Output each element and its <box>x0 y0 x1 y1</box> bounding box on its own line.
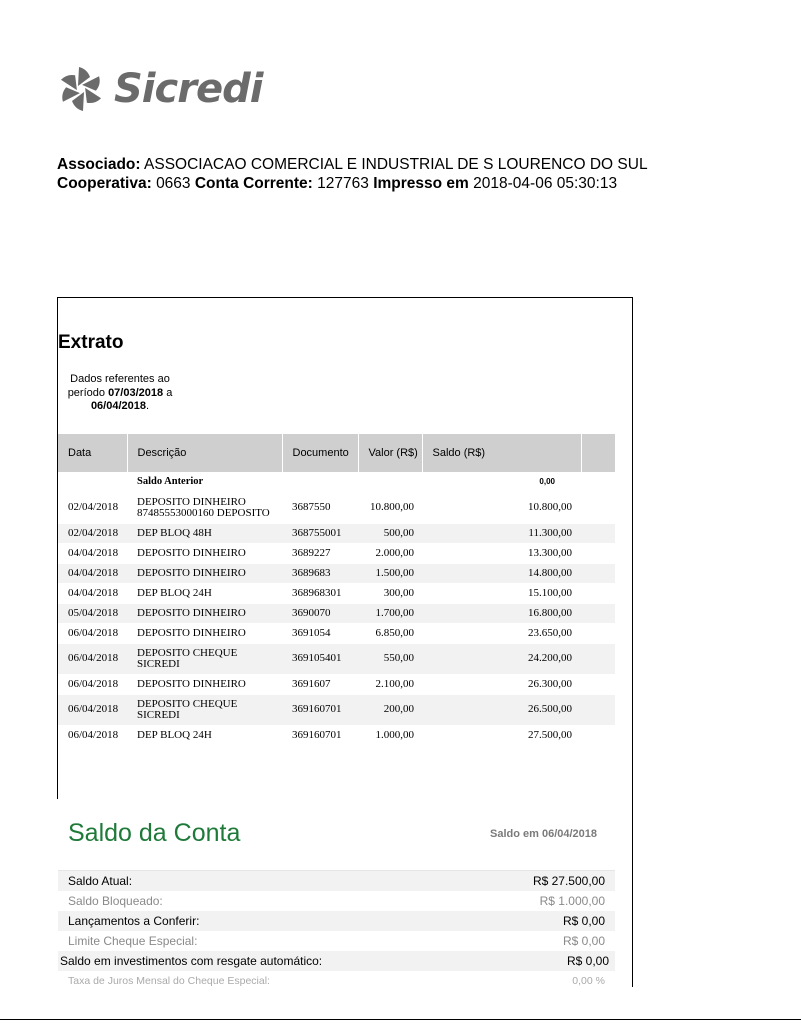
saldo-line-value: R$ 0,00 <box>562 914 605 928</box>
table-row <box>58 584 615 604</box>
saldo-line-label: Taxa de Juros Mensal do Cheque Especial: <box>68 975 270 987</box>
associado-line <box>57 155 648 174</box>
cell-saldo: 24.200,00 <box>422 644 581 675</box>
col-header-saldo: Saldo (R$) <box>422 434 581 472</box>
cell-valor: 500,00 <box>358 524 422 544</box>
cell-blank <box>581 675 615 695</box>
table-row <box>58 675 615 695</box>
cell-descricao: DEPOSITO DINHEIRO <box>127 604 282 624</box>
saldo-date: Saldo em 06/04/2018 <box>490 828 598 840</box>
cell-saldo: 11.300,00 <box>422 524 581 544</box>
cooperativa-value: 0663 <box>156 175 191 192</box>
saldo-line-label: Limite Cheque Especial: <box>68 934 198 948</box>
table-header-row <box>58 434 615 472</box>
cell-saldo: 16.800,00 <box>422 604 581 624</box>
cell-valor: 200,00 <box>358 695 422 726</box>
cell-saldo: 10.800,00 <box>422 493 581 524</box>
saldo-line <box>58 971 615 991</box>
period-info <box>58 373 182 414</box>
cell-blank <box>581 524 615 544</box>
cell-data: 06/04/2018 <box>58 644 127 675</box>
cell-descricao: DEPOSITO DINHEIRO <box>127 544 282 564</box>
cell-documento: 3691607 <box>282 675 358 695</box>
saldo-summary <box>58 870 615 991</box>
account-header <box>57 155 648 193</box>
cell-descricao: DEPOSITO DINHEIRO 87485553000160 DEPOSITO <box>127 493 282 524</box>
sicredi-pinwheel-icon <box>56 64 106 114</box>
col-header-valor: Valor (R$) <box>358 434 422 472</box>
cell-saldo: 27.500,00 <box>422 726 581 746</box>
table-row <box>58 564 615 584</box>
cell-documento: 369160701 <box>282 726 358 746</box>
impresso-label: Impresso em <box>373 175 469 192</box>
cell-blank <box>581 644 615 675</box>
cell-documento: 3689683 <box>282 564 358 584</box>
cell-descricao: DEP BLOQ 24H <box>127 726 282 746</box>
cell-descricao: DEPOSITO DINHEIRO <box>127 624 282 644</box>
period-end: 06/04/2018 <box>90 400 146 412</box>
saldo-line <box>58 951 615 971</box>
cell-valor: 1.000,00 <box>358 726 422 746</box>
page-bottom-rule <box>0 1019 801 1020</box>
cell-valor: 2.100,00 <box>358 675 422 695</box>
frame-border-top <box>57 297 633 298</box>
saldo-line-value: R$ 0,00 <box>562 934 605 948</box>
saldo-anterior-value: 0,00 <box>422 472 581 493</box>
cell-documento: 369105401 <box>282 644 358 675</box>
cell-valor: 300,00 <box>358 584 422 604</box>
cell-blank <box>581 584 615 604</box>
cell-saldo: 23.650,00 <box>422 624 581 644</box>
saldo-line-value: R$ 1.000,00 <box>539 894 605 908</box>
saldo-line <box>58 911 615 931</box>
period-prefix: Dados referentes ao período <box>67 373 170 399</box>
conta-label: Conta Corrente: <box>194 175 313 192</box>
cell-descricao: DEPOSITO DINHEIRO <box>127 675 282 695</box>
cooperativa-line <box>57 174 648 193</box>
cell-saldo: 15.100,00 <box>422 584 581 604</box>
cell-saldo: 13.300,00 <box>422 544 581 564</box>
col-header-descricao: Descrição <box>127 434 282 472</box>
table-row <box>58 544 615 564</box>
saldo-line-label: Saldo Atual: <box>68 874 133 888</box>
cell-saldo: 26.500,00 <box>422 695 581 726</box>
table-row <box>58 695 615 726</box>
cell-data: 06/04/2018 <box>58 695 127 726</box>
cell-valor: 550,00 <box>358 644 422 675</box>
cell-blank <box>581 726 615 746</box>
saldo-line <box>58 891 615 911</box>
impresso-value: 2018-04-06 05:30:13 <box>473 175 618 192</box>
cell-data: 04/04/2018 <box>58 564 127 584</box>
period-mid: a <box>166 386 173 399</box>
cell-data: 06/04/2018 <box>58 726 127 746</box>
associado-label: Associado: <box>57 156 141 173</box>
table-row <box>58 726 615 746</box>
cell-blank <box>581 604 615 624</box>
saldo-title: Saldo da Conta <box>68 819 241 847</box>
cell-documento: 3691054 <box>282 624 358 644</box>
sicredi-logo <box>56 62 262 116</box>
cell-blank <box>581 564 615 584</box>
cell-descricao: DEPOSITO CHEQUE SICREDI <box>127 644 282 675</box>
brand-name: Sicredi <box>114 66 263 112</box>
table-row <box>58 624 615 644</box>
cell-documento: 3687550 <box>282 493 358 524</box>
cell-descricao: DEP BLOQ 24H <box>127 584 282 604</box>
cell-valor: 1.500,00 <box>358 564 422 584</box>
statement-table <box>58 434 616 746</box>
extrato-title: Extrato <box>58 332 124 353</box>
cell-documento: 369160701 <box>282 695 358 726</box>
cell-blank <box>581 695 615 726</box>
associado-value: ASSOCIACAO COMERCIAL E INDUSTRIAL DE S LOURENCO DO SUL <box>144 156 648 173</box>
cell-documento: 368968301 <box>282 584 358 604</box>
cell-saldo: 26.300,00 <box>422 675 581 695</box>
cell-saldo: 14.800,00 <box>422 564 581 584</box>
col-header-blank <box>581 434 615 472</box>
saldo-anterior-row <box>58 472 615 493</box>
cell-descricao: DEP BLOQ 48H <box>127 524 282 544</box>
saldo-line-value: 0,00 % <box>572 975 605 987</box>
cell-valor: 10.800,00 <box>358 493 422 524</box>
saldo-line-label: Saldo Bloqueado: <box>68 894 163 908</box>
col-header-documento: Documento <box>282 434 358 472</box>
cell-valor: 6.850,00 <box>358 624 422 644</box>
cell-documento: 3690070 <box>282 604 358 624</box>
cell-data: 06/04/2018 <box>58 624 127 644</box>
table-row <box>58 493 615 524</box>
cell-data: 04/04/2018 <box>58 584 127 604</box>
saldo-line <box>58 931 615 951</box>
cell-blank <box>581 624 615 644</box>
cell-data: 02/04/2018 <box>58 493 127 524</box>
cell-descricao: DEPOSITO CHEQUE SICREDI <box>127 695 282 726</box>
cell-descricao: DEPOSITO DINHEIRO <box>127 564 282 584</box>
cell-documento: 3689227 <box>282 544 358 564</box>
cooperativa-label: Cooperativa: <box>57 175 152 192</box>
col-header-data: Data <box>58 434 127 472</box>
table-row <box>58 604 615 624</box>
frame-border-right <box>632 297 633 987</box>
saldo-line <box>58 870 615 891</box>
table-row <box>58 524 615 544</box>
cell-valor: 2.000,00 <box>358 544 422 564</box>
saldo-line-label: Lançamentos a Conferir: <box>68 914 200 928</box>
saldo-anterior-label: Saldo Anterior <box>127 472 358 493</box>
table-row <box>58 644 615 675</box>
cell-data: 02/04/2018 <box>58 524 127 544</box>
period-end-punct: . <box>146 400 150 412</box>
conta-value: 127763 <box>317 175 369 192</box>
saldo-line-label: Saldo em investimentos com resgate automático: <box>60 954 323 968</box>
cell-blank <box>581 544 615 564</box>
cell-documento: 368755001 <box>282 524 358 544</box>
saldo-line-value: R$ 27.500,00 <box>532 874 605 888</box>
cell-data: 04/04/2018 <box>58 544 127 564</box>
cell-blank <box>581 493 615 524</box>
cell-valor: 1.700,00 <box>358 604 422 624</box>
period-start: 07/03/2018 <box>108 386 164 399</box>
cell-data: 05/04/2018 <box>58 604 127 624</box>
cell-data: 06/04/2018 <box>58 675 127 695</box>
saldo-line-value: R$ 0,00 <box>566 954 609 968</box>
